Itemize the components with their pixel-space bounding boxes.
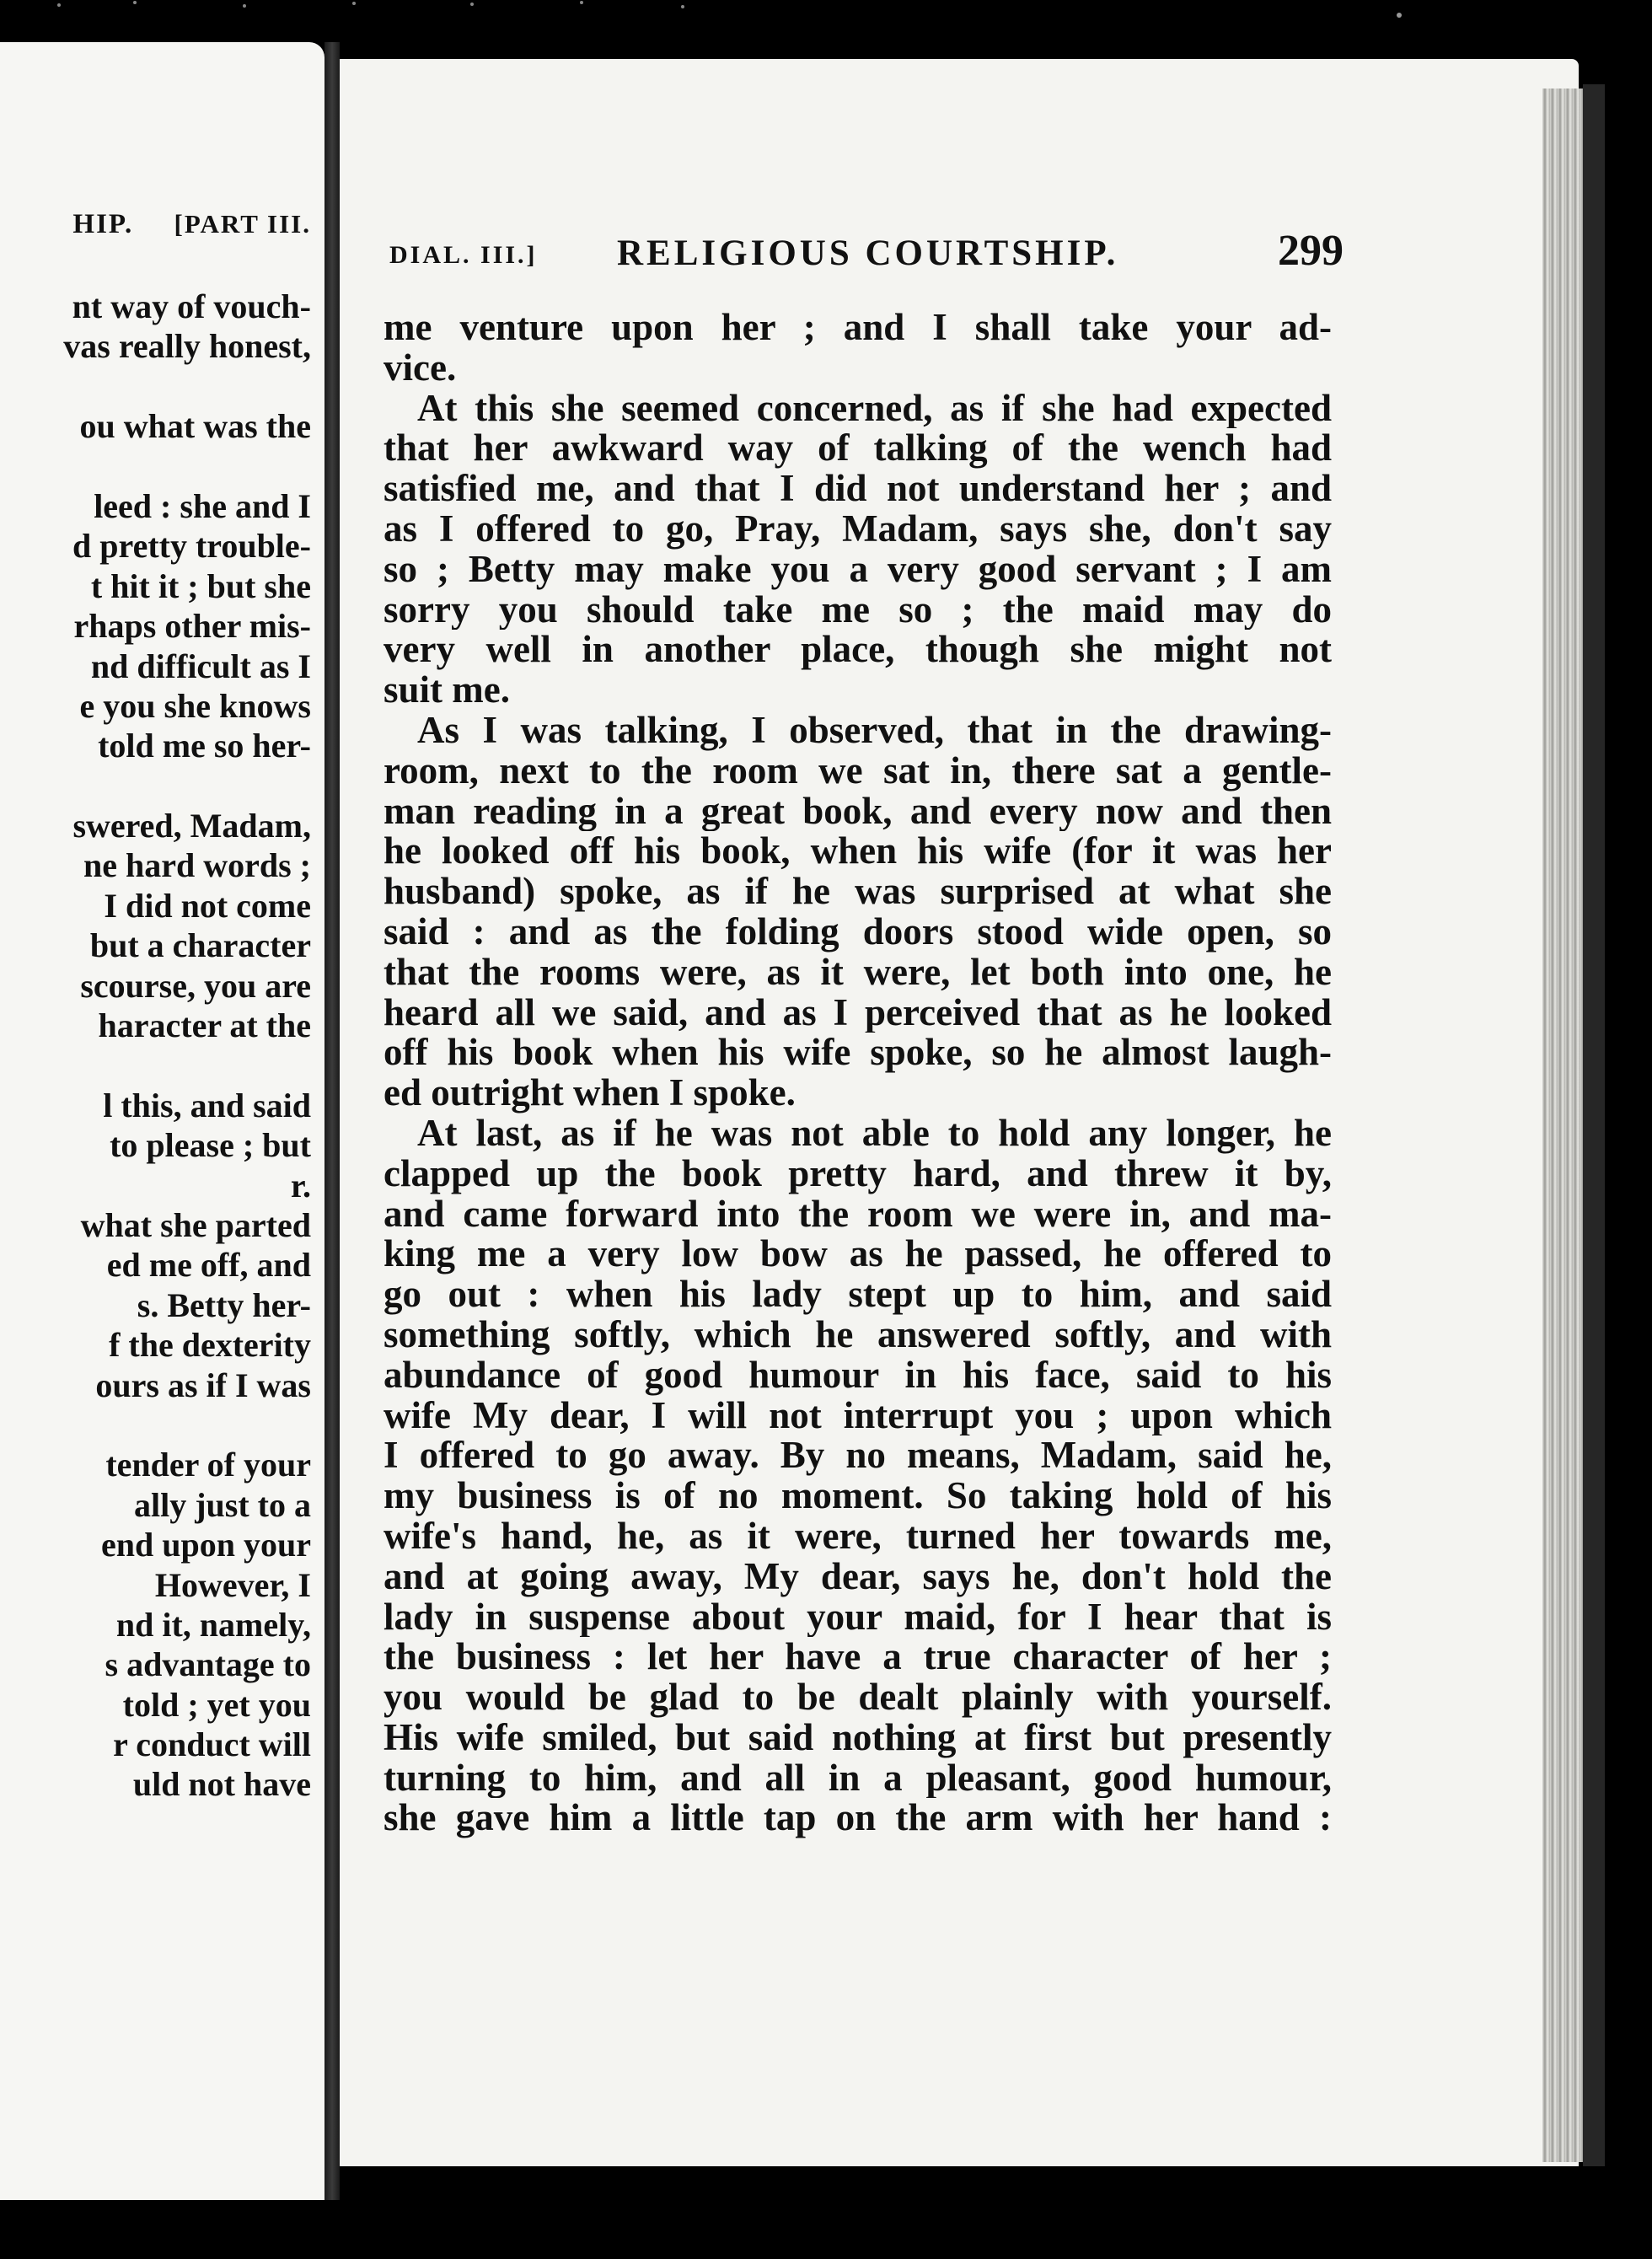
text-line: as I offered to go, Pray, Madam, says she, don't say <box>384 508 1332 550</box>
text-line: satisfied me, and that I did not understand her ; and <box>384 469 1332 509</box>
left-text-line: I did not come <box>104 886 311 925</box>
text-line: that her awkward way of talking of the wench had <box>384 428 1332 470</box>
left-text-line: end upon your <box>101 1526 311 1564</box>
left-text-line: ours as if I was <box>95 1366 311 1404</box>
left-text-line: scourse, you are <box>80 966 311 1005</box>
body-text <box>384 308 1332 1838</box>
left-text-line: ou what was the <box>79 407 311 446</box>
text-line: At this she seemed concerned, as if she had expected <box>417 388 1332 429</box>
left-text-line: haracter at the <box>98 1006 311 1045</box>
left-text-line: what she parted <box>80 1205 311 1244</box>
text-line: said : and as the folding doors stood wide open, so <box>384 911 1332 952</box>
left-text-line: told ; yet you <box>122 1685 311 1724</box>
left-text-line: rhaps other mis- <box>73 607 311 646</box>
left-text-line <box>63 766 311 806</box>
left-text-line: ne hard words ; <box>83 846 311 885</box>
text-line: husband) spoke, as if he was surprised at what she <box>384 872 1332 912</box>
left-text-line: s. Betty her- <box>137 1285 311 1324</box>
dialogue-label: DIAL. III.] <box>389 241 538 269</box>
left-text-line: nd it, namely, <box>115 1605 311 1644</box>
text-line: you would be glad to be dealt plainly with yourself. <box>384 1677 1332 1718</box>
text-line: vice. <box>384 347 457 389</box>
text-line: something softly, which he answered softly, and with <box>384 1314 1332 1355</box>
text-line: me venture upon her ; and I shall take your ad- <box>384 308 1332 348</box>
running-title: RELIGIOUS COURTSHIP. <box>617 233 1119 273</box>
text-line: he looked off his book, when his wife (for it was her <box>384 831 1332 872</box>
left-running-head <box>72 209 311 240</box>
left-text-line: However, I <box>154 1565 311 1604</box>
left-text-line: to please ; but <box>110 1126 311 1165</box>
text-line: abundance of good humour in his face, said to his <box>384 1355 1332 1396</box>
left-text-line: tender of your <box>105 1446 311 1484</box>
text-line: wife's hand, he, as it were, turned her towards me, <box>384 1516 1332 1557</box>
left-text-line: e you she knows <box>79 686 311 725</box>
left-text-line: vas really honest, <box>63 327 311 366</box>
text-line: off his book when his wife spoke, so he almost laugh- <box>384 1033 1332 1074</box>
left-text-line <box>63 1045 311 1085</box>
text-line: she gave him a little tap on the arm with her hand : <box>384 1798 1332 1839</box>
text-line: heard all we said, and as I perceived that as he looked <box>384 992 1332 1033</box>
text-line: sorry you should take me so ; the maid may do <box>384 589 1332 630</box>
page-number: 299 <box>1278 227 1344 275</box>
left-page-lines <box>63 287 311 1805</box>
left-text-line: r conduct will <box>113 1725 311 1764</box>
text-line: suit me. <box>384 670 510 711</box>
left-text-line: r. <box>290 1166 311 1205</box>
text-line: As I was talking, I observed, that in the drawing- <box>417 710 1332 751</box>
text-line: and came forward into the room we were in, and ma- <box>384 1194 1332 1235</box>
text-line: that the rooms were, as it were, let both into one, he <box>384 952 1332 993</box>
left-text-line: d pretty trouble- <box>72 527 311 566</box>
left-text-line: s advantage to <box>105 1645 311 1684</box>
left-text-line: f the dexterity <box>109 1326 311 1365</box>
book-cover-edge <box>1583 84 1605 2166</box>
text-line: I offered to go away. By no means, Madam, said he, <box>384 1435 1332 1477</box>
text-line: go out : when his lady stept up to him, and said <box>384 1274 1332 1315</box>
text-line: lady in suspense about your maid, for I hear that is <box>384 1596 1332 1638</box>
left-text-line <box>63 447 311 486</box>
text-line: His wife smiled, but said nothing at first but presently <box>384 1717 1332 1758</box>
text-line: my business is of no moment. So taking hold of his <box>384 1476 1332 1516</box>
left-part-label: [PART III. <box>174 209 311 239</box>
left-page <box>0 42 324 2200</box>
left-text-line: nd difficult as I <box>90 647 311 685</box>
left-text-line: ally just to a <box>134 1485 311 1524</box>
text-line: very well in another place, though she might not <box>384 630 1332 671</box>
running-header <box>389 229 1344 280</box>
left-text-line: ed me off, and <box>106 1246 311 1285</box>
text-line: turning to him, and all in a pleasant, good humour, <box>384 1757 1332 1799</box>
left-text-line: t hit it ; but she <box>90 566 311 605</box>
left-text-line: nt way of vouch- <box>72 287 311 325</box>
left-text-line: swered, Madam, <box>72 807 311 845</box>
book-gutter <box>324 42 340 2200</box>
left-text-line: but a character <box>89 926 311 965</box>
left-running-title: HIP. <box>72 209 134 239</box>
left-text-line: uld not have <box>132 1765 311 1804</box>
text-line: wife My dear, I will not interrupt you ; upon which <box>384 1395 1332 1436</box>
left-text-line: told me so her- <box>98 727 311 765</box>
text-line: and at going away, My dear, says he, don't hold the <box>384 1556 1332 1597</box>
left-text-line: l this, and said <box>103 1086 311 1124</box>
text-line: ed outright when I spoke. <box>384 1073 796 1113</box>
text-line: At last, as if he was not able to hold any longer, he <box>417 1113 1332 1154</box>
text-line: the business : let her have a true character of her ; <box>384 1637 1332 1678</box>
text-line: room, next to the room we sat in, there sat a gentle- <box>384 750 1332 791</box>
text-line: so ; Betty may make you a very good servant ; I am <box>384 549 1332 590</box>
left-text-line <box>63 367 311 406</box>
text-line: king me a very low bow as he passed, he offered to <box>384 1234 1332 1275</box>
left-text-line: leed : she and I <box>94 486 311 525</box>
left-text-line <box>63 1405 311 1445</box>
text-line: man reading in a great book, and every now and then <box>384 791 1332 832</box>
text-line: clapped up the book pretty hard, and threw it by, <box>384 1153 1332 1194</box>
